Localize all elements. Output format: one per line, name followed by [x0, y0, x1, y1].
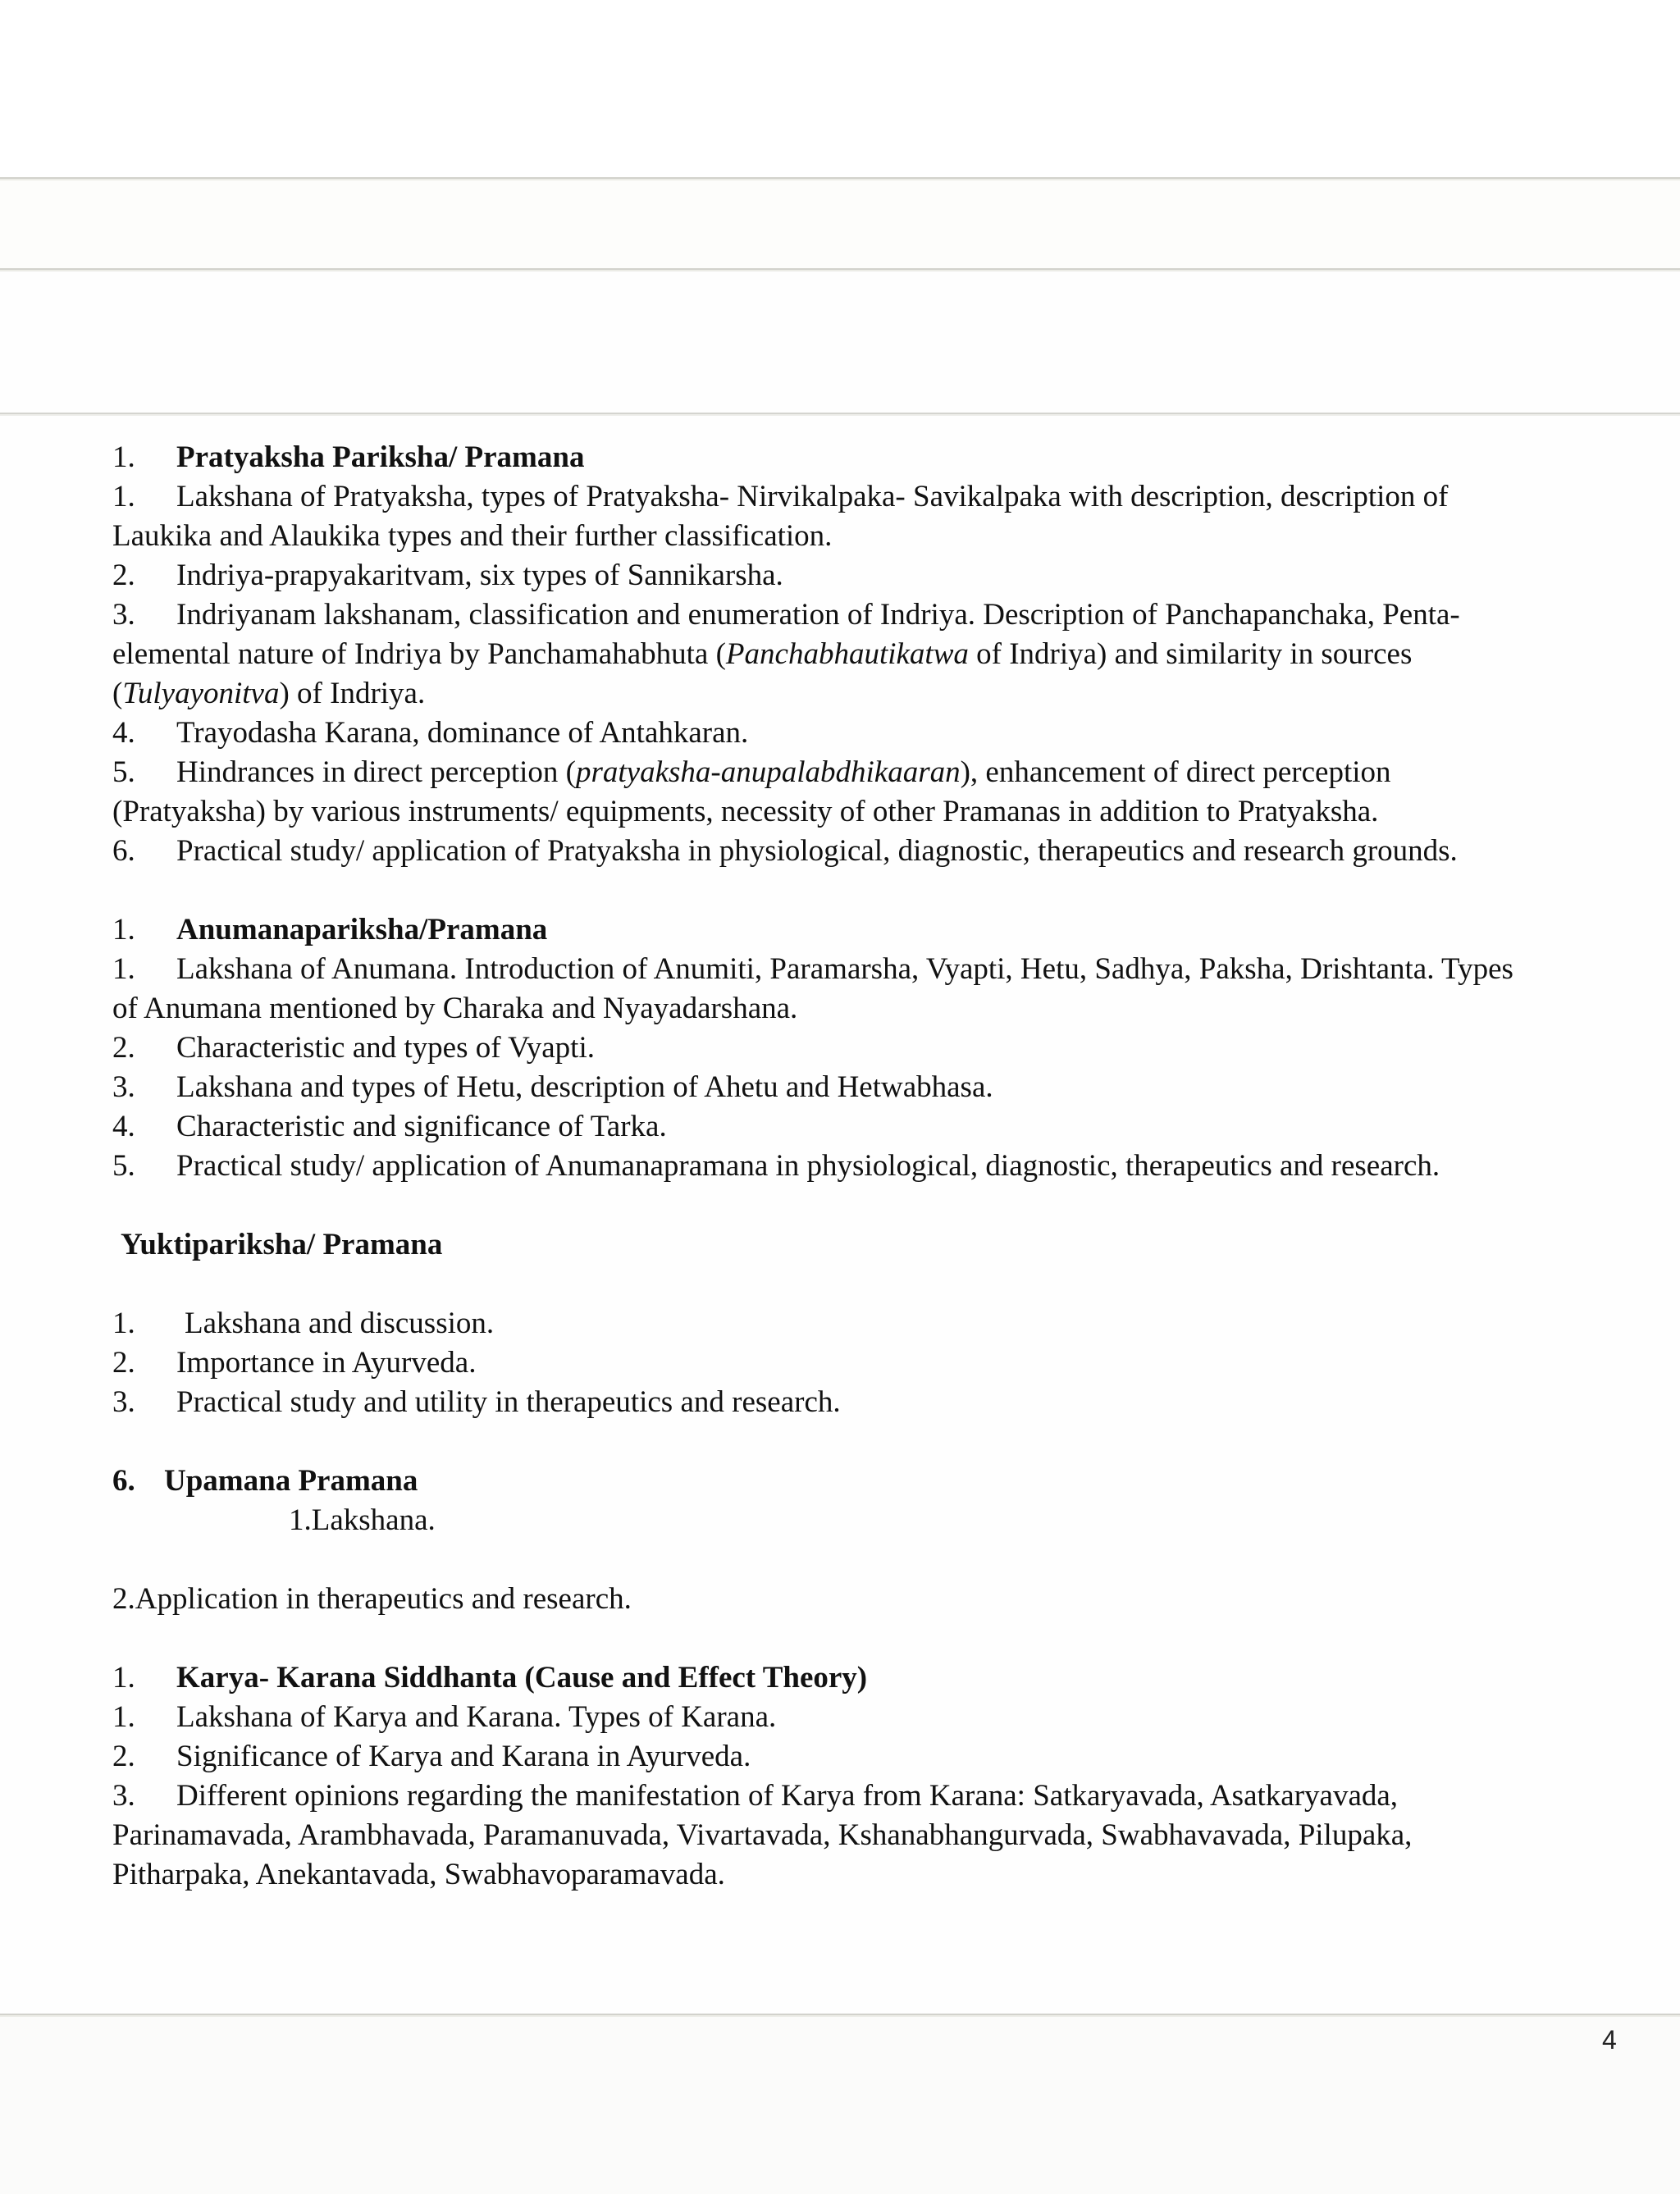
list-item-continuation: elemental nature of Indriya by Panchamahabhuta (Panchabhautikatwa of Indriya) and similarity in sources [112, 637, 1413, 671]
body-rule-top [0, 413, 1680, 416]
section-heading-karya-karana: 1. Karya- Karana Siddhanta (Cause and Effect Theory) [112, 1661, 868, 1695]
heading-text: Yuktipariksha/ Pramana [121, 1228, 443, 1261]
list-item: 3. Indriyanam lakshanam, classification and enumeration of Indriya. Description of Panchapanchaka, Penta- [112, 598, 1460, 632]
section-heading-anumana: 1. Anumanapariksha/Pramana [112, 913, 548, 946]
list-item: 2. Characteristic and types of Vyapti. [112, 1031, 595, 1065]
list-item: 1. Lakshana of Karya and Karana. Types of Karana. [112, 1700, 777, 1734]
header-band [0, 179, 1680, 271]
spacer [112, 1422, 1680, 1462]
list-item-continuation: Parinamavada, Arambhavada, Paramanuvada, Vivartavada, Kshanabhangurvada, Swabhavavada, Pilupaka, [112, 1818, 1413, 1852]
footer-band [0, 2016, 1680, 2194]
spacer [112, 1265, 1680, 1304]
header-rule-top [0, 177, 1680, 180]
heading-text: Upamana Pramana [164, 1464, 418, 1498]
list-item: 2. Importance in Ayurveda. [112, 1346, 477, 1380]
section-heading-pratyaksha: 1. Pratyaksha Pariksha/ Pramana [112, 440, 585, 474]
heading-text: Pratyaksha Pariksha/ Pramana [176, 440, 585, 474]
header-rule-bottom [0, 268, 1680, 271]
list-item: 1. Lakshana of Anumana. Introduction of Anumiti, Paramarsha, Vyapti, Hetu, Sadhya, Paksha, Drishtanta. Types [112, 952, 1513, 986]
page-number: 4 [1602, 2025, 1617, 2055]
list-item: 6. Practical study/ application of Pratyaksha in physiological, diagnostic, therapeutics and research grounds. [112, 834, 1458, 868]
spacer [112, 1186, 1680, 1225]
list-item: 4. Characteristic and significance of Tarka. [112, 1110, 667, 1143]
list-item: 1. Lakshana of Pratyaksha, types of Pratyaksha- Nirvikalpaka- Savikalpaka with description, description of [112, 480, 1449, 513]
footer-rule [0, 2014, 1680, 2017]
spacer [112, 1540, 1680, 1580]
top-margin [0, 0, 1680, 179]
heading-text: Karya- Karana Siddhanta (Cause and Effect Theory) [176, 1661, 868, 1695]
list-item-continuation: Laukika and Alaukika types and their further classification. [112, 519, 833, 553]
list-item: 2.Application in therapeutics and research. [112, 1582, 632, 1616]
document-body [112, 438, 1680, 2055]
list-item: 4. Trayodasha Karana, dominance of Antahkaran. [112, 716, 749, 750]
list-item-continuation: Pitharpaka, Anekantavada, Swabhavoparamavada. [112, 1858, 725, 1891]
list-item: 1. Lakshana and discussion. [112, 1307, 495, 1340]
list-item-continuation: (Pratyaksha) by various instruments/ equipments, necessity of other Pramanas in addition to Pratyaksha. [112, 795, 1379, 828]
list-item: 2. Indriya-prapyakaritvam, six types of Sannikarsha. [112, 559, 783, 592]
list-item: 1.Lakshana. [289, 1503, 436, 1537]
heading-text: Anumanapariksha/Pramana [176, 913, 548, 946]
spacer [112, 871, 1680, 910]
list-item: 2. Significance of Karya and Karana in Ayurveda. [112, 1740, 751, 1773]
section-heading-yukti [112, 1225, 1680, 1265]
list-item: 3. Different opinions regarding the manifestation of Karya from Karana: Satkaryavada, Asatkaryavada, [112, 1779, 1399, 1813]
list-item: 3. Lakshana and types of Hetu, description of Ahetu and Hetwabhasa. [112, 1070, 993, 1104]
list-item: 3. Practical study and utility in therapeutics and research. [112, 1385, 841, 1419]
list-item-continuation: of Anumana mentioned by Charaka and Nyayadarshana. [112, 992, 798, 1025]
list-item: 5. Practical study/ application of Anumanapramana in physiological, diagnostic, therapeutics and research. [112, 1149, 1440, 1183]
list-item: 5. Hindrances in direct perception (pratyaksha-anupalabdhikaaran), enhancement of direct perception [112, 755, 1391, 789]
list-item-continuation: (Tulyayonitva) of Indriya. [112, 677, 426, 710]
spacer [112, 1619, 1680, 1658]
section-heading-upamana: 6. Upamana Pramana [112, 1464, 418, 1498]
